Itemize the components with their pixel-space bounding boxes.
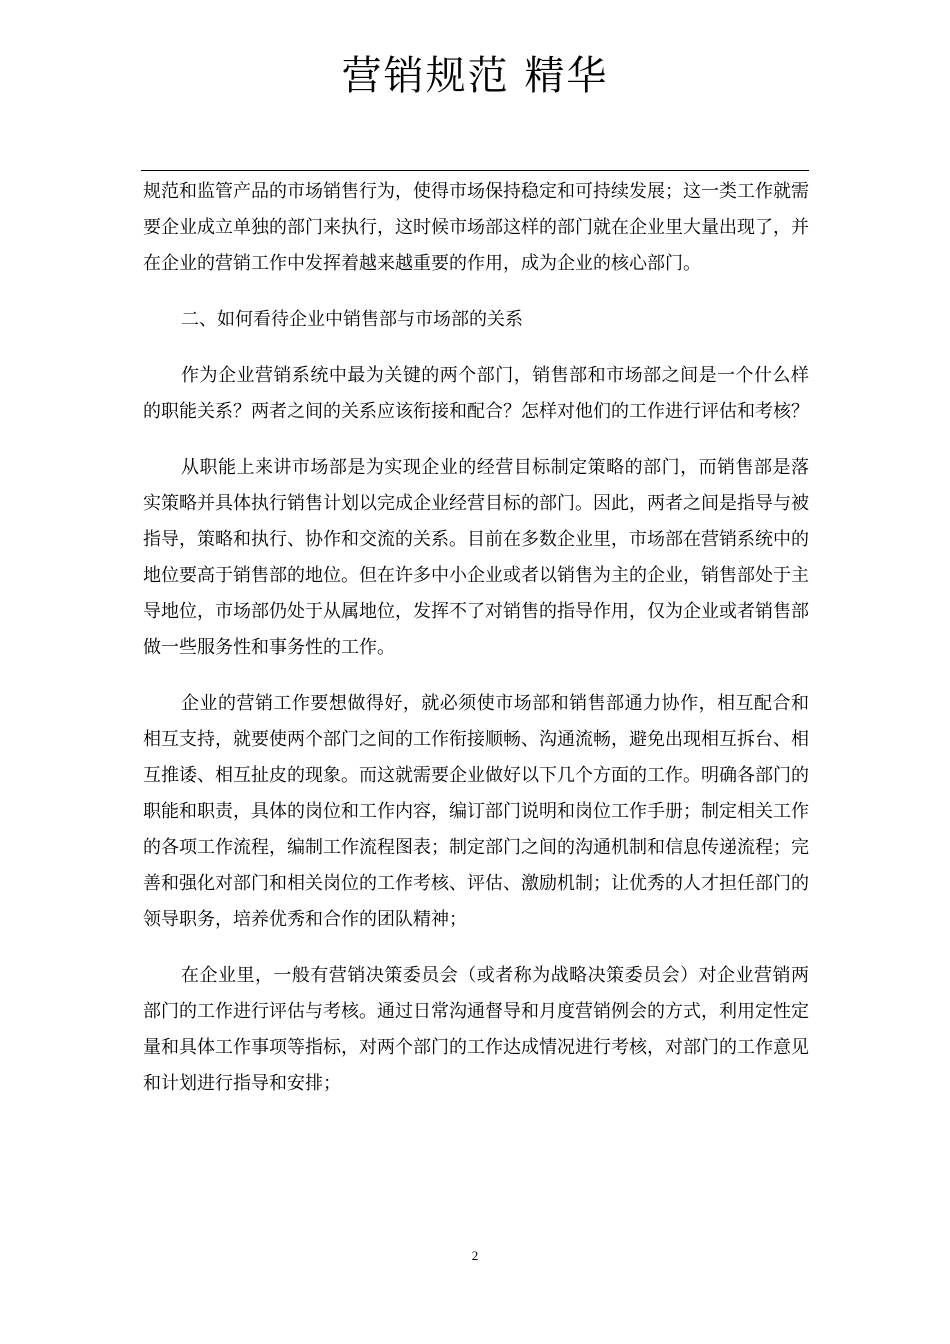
paragraph: 企业的营销工作要想做得好，就必须使市场部和销售部通力协作，相互配合和相互支持，就要使两个部门之间的工作衔接顺畅、沟通流畅，避免出现相互拆台、相互推诿、相互扯皮的现象。而这就需要企业做好以下几个方面的工作。明确各部门的职能和职责，具体的岗位和工作内容，编订部门说明和岗位工作手册；制定相关工作的各项工作流程，编制工作流程图表；制定部门之间的沟通机制和信息传递流程；完善和强化对部门和相关岗位的工作考核、评估、激励机制；让优秀的人才担任部门的领导职务，培养优秀和合作的团队精神； <box>143 693 809 930</box>
document-body <box>143 174 809 1122</box>
paragraph: 作为企业营销系统中最为关键的两个部门，销售部和市场部之间是一个什么样的职能关系？两者之间的关系应该衔接和配合？怎样对他们的工作进行评估和考核？ <box>143 365 809 422</box>
section-heading: 二、如何看待企业中销售部与市场部的关系 <box>181 309 523 330</box>
page-number: 2 <box>471 1248 479 1263</box>
paragraph: 在企业里，一般有营销决策委员会（或者称为战略决策委员会）对企业营销两部门的工作进行评估与考核。通过日常沟通督导和月度营销例会的方式，利用定性定量和具体工作事项等指标，对两个部门的工作达成情况进行考核，对部门的工作意见和计划进行指导和安排； <box>143 965 809 1094</box>
paragraph-continued: 规范和监管产品的市场销售行为，使得市场保持稳定和可持续发展；这一类工作就需要企业成立单独的部门来执行，这时候市场部这样的部门就在企业里大量出现了，并在企业的营销工作中发挥着越来越重要的作用，成为企业的核心部门。 <box>143 181 809 274</box>
paragraph: 从职能上来讲市场部是为实现企业的经营目标制定策略的部门，而销售部是落实策略并具体执行销售计划以完成企业经营目标的部门。因此，两者之间是指导与被指导，策略和执行、协作和交流的关系。目前在多数企业里，市场部在营销系统中的地位要高于销售部的地位。但在许多中小企业或者以销售为主的企业，销售部处于主导地位，市场部仍处于从属地位，发挥不了对销售的指导作用，仅为企业或者销售部做一些服务性和事务性的工作。 <box>143 457 809 658</box>
page-title: 营销规范 精华 <box>341 53 609 99</box>
header-rule <box>141 170 809 171</box>
